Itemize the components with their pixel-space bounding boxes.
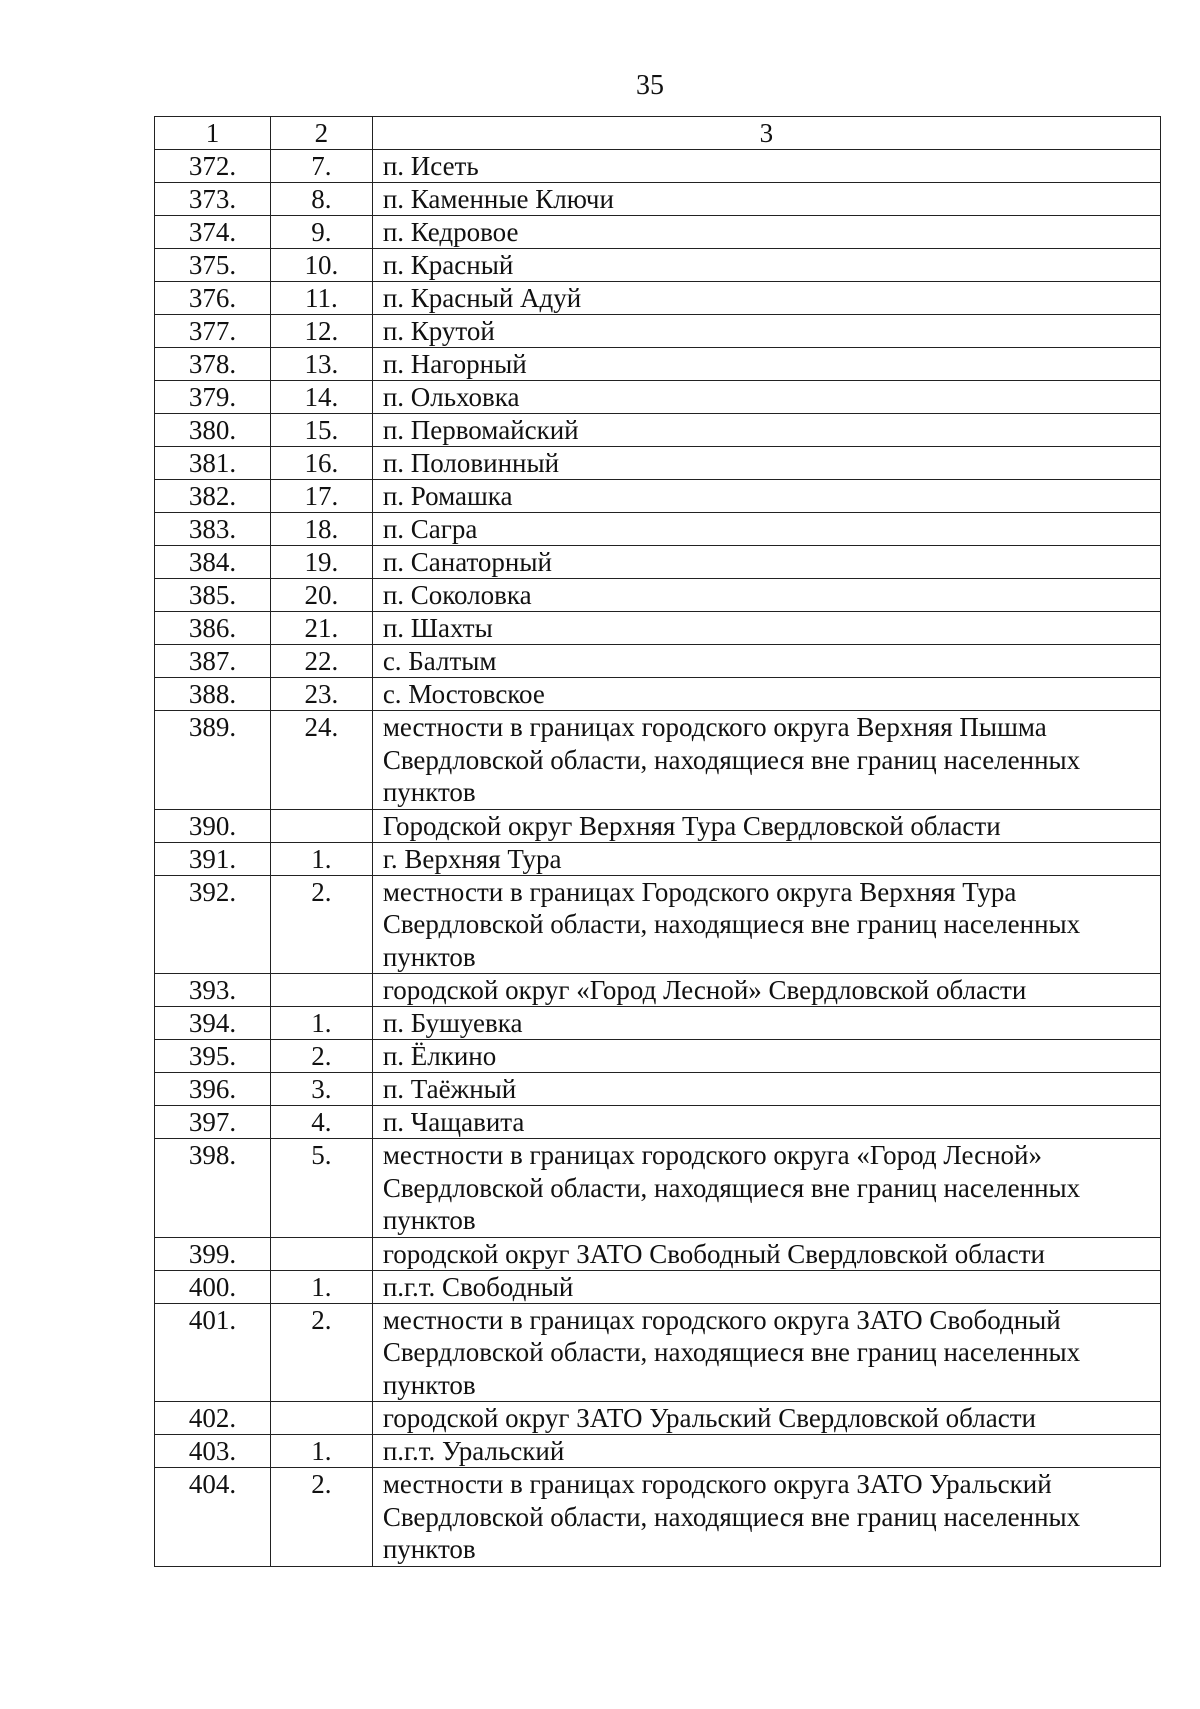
row-number-cell: 379. bbox=[155, 381, 271, 414]
row-number-cell: 382. bbox=[155, 480, 271, 513]
settlement-name-cell: п. Шахты bbox=[372, 612, 1160, 645]
settlement-name-cell: п. Бушуевка bbox=[372, 1007, 1160, 1040]
row-number-cell: 391. bbox=[155, 842, 271, 875]
table-row bbox=[155, 150, 1161, 183]
sub-number-cell: 18. bbox=[270, 513, 372, 546]
settlement-name-cell: п. Чащавита bbox=[372, 1106, 1160, 1139]
settlement-name-cell: п. Таёжный bbox=[372, 1073, 1160, 1106]
table-row bbox=[155, 612, 1161, 645]
table-row bbox=[155, 1139, 1161, 1238]
row-number-cell: 387. bbox=[155, 645, 271, 678]
table-row bbox=[155, 1468, 1161, 1567]
row-number-cell: 378. bbox=[155, 348, 271, 381]
settlement-name-cell: п. Кедровое bbox=[372, 216, 1160, 249]
row-number-cell: 404. bbox=[155, 1468, 271, 1567]
settlement-name-cell: п.г.т. Уральский bbox=[372, 1435, 1160, 1468]
row-number-cell: 392. bbox=[155, 875, 271, 974]
settlement-name-cell: п. Половинный bbox=[372, 447, 1160, 480]
table-row bbox=[155, 513, 1161, 546]
table-row bbox=[155, 809, 1161, 842]
settlement-name-cell: п.г.т. Свободный bbox=[372, 1270, 1160, 1303]
row-number-cell: 373. bbox=[155, 183, 271, 216]
table-row bbox=[155, 282, 1161, 315]
row-number-cell: 394. bbox=[155, 1007, 271, 1040]
sub-number-cell: 4. bbox=[270, 1106, 372, 1139]
sub-number-cell: 16. bbox=[270, 447, 372, 480]
table-row bbox=[155, 974, 1161, 1007]
settlement-name-cell: местности в границах городского округа «Город Лесной» Свердловской области, находящиеся вне границ населенных пунктов bbox=[372, 1139, 1160, 1238]
sub-number-cell: 1. bbox=[270, 1435, 372, 1468]
sub-number-cell: 12. bbox=[270, 315, 372, 348]
settlements-table bbox=[154, 116, 1161, 1567]
sub-number-cell: 1. bbox=[270, 1007, 372, 1040]
settlement-name-cell: местности в границах городского округа ЗАТО Свободный Свердловской области, находящиеся вне границ населенных пунктов bbox=[372, 1303, 1160, 1402]
sub-number-cell bbox=[270, 974, 372, 1007]
row-number-cell: 380. bbox=[155, 414, 271, 447]
sub-number-cell: 9. bbox=[270, 216, 372, 249]
row-number-cell: 401. bbox=[155, 1303, 271, 1402]
sub-number-cell: 2. bbox=[270, 1040, 372, 1073]
sub-number-cell: 20. bbox=[270, 579, 372, 612]
table-row bbox=[155, 315, 1161, 348]
sub-number-cell bbox=[270, 809, 372, 842]
table-row bbox=[155, 381, 1161, 414]
sub-number-cell: 15. bbox=[270, 414, 372, 447]
settlement-name-cell: п. Ольховка bbox=[372, 381, 1160, 414]
table-row bbox=[155, 579, 1161, 612]
settlement-name-cell: п. Каменные Ключи bbox=[372, 183, 1160, 216]
row-number-cell: 374. bbox=[155, 216, 271, 249]
row-number-cell: 397. bbox=[155, 1106, 271, 1139]
sub-number-cell: 23. bbox=[270, 678, 372, 711]
table-row bbox=[155, 1303, 1161, 1402]
sub-number-cell: 1. bbox=[270, 842, 372, 875]
settlement-name-cell: п. Красный Адуй bbox=[372, 282, 1160, 315]
row-number-cell: 383. bbox=[155, 513, 271, 546]
settlement-name-cell: г. Верхняя Тура bbox=[372, 842, 1160, 875]
table-row bbox=[155, 216, 1161, 249]
settlement-name-cell: п. Сагра bbox=[372, 513, 1160, 546]
sub-number-cell: 13. bbox=[270, 348, 372, 381]
row-number-cell: 400. bbox=[155, 1270, 271, 1303]
settlement-name-cell: п. Крутой bbox=[372, 315, 1160, 348]
settlement-name-cell: городской округ «Город Лесной» Свердловской области bbox=[372, 974, 1160, 1007]
sub-number-cell: 21. bbox=[270, 612, 372, 645]
settlement-name-cell: п. Первомайский bbox=[372, 414, 1160, 447]
sub-number-cell: 22. bbox=[270, 645, 372, 678]
settlement-name-cell: п. Исеть bbox=[372, 150, 1160, 183]
row-number-cell: 385. bbox=[155, 579, 271, 612]
sub-number-cell: 2. bbox=[270, 1468, 372, 1567]
settlement-name-cell: городской округ ЗАТО Свободный Свердловской области bbox=[372, 1237, 1160, 1270]
table-row bbox=[155, 1106, 1161, 1139]
settlement-name-cell: с. Балтым bbox=[372, 645, 1160, 678]
row-number-cell: 388. bbox=[155, 678, 271, 711]
settlement-name-cell: местности в границах городского округа Верхняя Пышма Свердловской области, находящиеся вне границ населенных пунктов bbox=[372, 711, 1160, 810]
settlement-name-cell: п. Санаторный bbox=[372, 546, 1160, 579]
sub-number-cell: 8. bbox=[270, 183, 372, 216]
sub-number-cell: 5. bbox=[270, 1139, 372, 1238]
settlement-name-cell: п. Ромашка bbox=[372, 480, 1160, 513]
table-row bbox=[155, 678, 1161, 711]
table-header-row bbox=[155, 117, 1161, 150]
sub-number-cell: 1. bbox=[270, 1270, 372, 1303]
settlement-name-cell: п. Нагорный bbox=[372, 348, 1160, 381]
table-row bbox=[155, 249, 1161, 282]
sub-number-cell: 2. bbox=[270, 1303, 372, 1402]
row-number-cell: 376. bbox=[155, 282, 271, 315]
settlement-name-cell: местности в границах городского округа ЗАТО Уральский Свердловской области, находящиеся вне границ населенных пунктов bbox=[372, 1468, 1160, 1567]
table-row bbox=[155, 348, 1161, 381]
table-row bbox=[155, 645, 1161, 678]
row-number-cell: 372. bbox=[155, 150, 271, 183]
sub-number-cell: 19. bbox=[270, 546, 372, 579]
column-header-2: 2 bbox=[270, 117, 372, 150]
table-row bbox=[155, 480, 1161, 513]
table-row bbox=[155, 1040, 1161, 1073]
table-row bbox=[155, 183, 1161, 216]
settlement-name-cell: местности в границах Городского округа Верхняя Тура Свердловской области, находящиеся вне границ населенных пунктов bbox=[372, 875, 1160, 974]
table-row bbox=[155, 447, 1161, 480]
settlement-name-cell: п. Соколовка bbox=[372, 579, 1160, 612]
table-body bbox=[155, 150, 1161, 1567]
row-number-cell: 377. bbox=[155, 315, 271, 348]
row-number-cell: 395. bbox=[155, 1040, 271, 1073]
row-number-cell: 386. bbox=[155, 612, 271, 645]
sub-number-cell: 14. bbox=[270, 381, 372, 414]
row-number-cell: 402. bbox=[155, 1402, 271, 1435]
settlement-name-cell: с. Мостовское bbox=[372, 678, 1160, 711]
row-number-cell: 396. bbox=[155, 1073, 271, 1106]
sub-number-cell: 10. bbox=[270, 249, 372, 282]
row-number-cell: 399. bbox=[155, 1237, 271, 1270]
settlement-name-cell: Городской округ Верхняя Тура Свердловской области bbox=[372, 809, 1160, 842]
row-number-cell: 381. bbox=[155, 447, 271, 480]
settlement-name-cell: городской округ ЗАТО Уральский Свердловской области bbox=[372, 1402, 1160, 1435]
sub-number-cell bbox=[270, 1237, 372, 1270]
row-number-cell: 389. bbox=[155, 711, 271, 810]
table-row bbox=[155, 414, 1161, 447]
sub-number-cell: 11. bbox=[270, 282, 372, 315]
row-number-cell: 398. bbox=[155, 1139, 271, 1238]
sub-number-cell: 7. bbox=[270, 150, 372, 183]
sub-number-cell bbox=[270, 1402, 372, 1435]
column-header-1: 1 bbox=[155, 117, 271, 150]
row-number-cell: 375. bbox=[155, 249, 271, 282]
sub-number-cell: 24. bbox=[270, 711, 372, 810]
sub-number-cell: 2. bbox=[270, 875, 372, 974]
table-row bbox=[155, 1073, 1161, 1106]
settlement-name-cell: п. Ёлкино bbox=[372, 1040, 1160, 1073]
table-row bbox=[155, 711, 1161, 810]
table-row bbox=[155, 1007, 1161, 1040]
settlement-name-cell: п. Красный bbox=[372, 249, 1160, 282]
row-number-cell: 393. bbox=[155, 974, 271, 1007]
row-number-cell: 403. bbox=[155, 1435, 271, 1468]
table-row bbox=[155, 1402, 1161, 1435]
table-row bbox=[155, 875, 1161, 974]
column-header-3: 3 bbox=[372, 117, 1160, 150]
row-number-cell: 384. bbox=[155, 546, 271, 579]
table-row bbox=[155, 842, 1161, 875]
sub-number-cell: 3. bbox=[270, 1073, 372, 1106]
table-row bbox=[155, 1237, 1161, 1270]
row-number-cell: 390. bbox=[155, 809, 271, 842]
table-row bbox=[155, 546, 1161, 579]
sub-number-cell: 17. bbox=[270, 480, 372, 513]
table-row bbox=[155, 1435, 1161, 1468]
table-row bbox=[155, 1270, 1161, 1303]
page-number: 35 bbox=[636, 70, 664, 101]
